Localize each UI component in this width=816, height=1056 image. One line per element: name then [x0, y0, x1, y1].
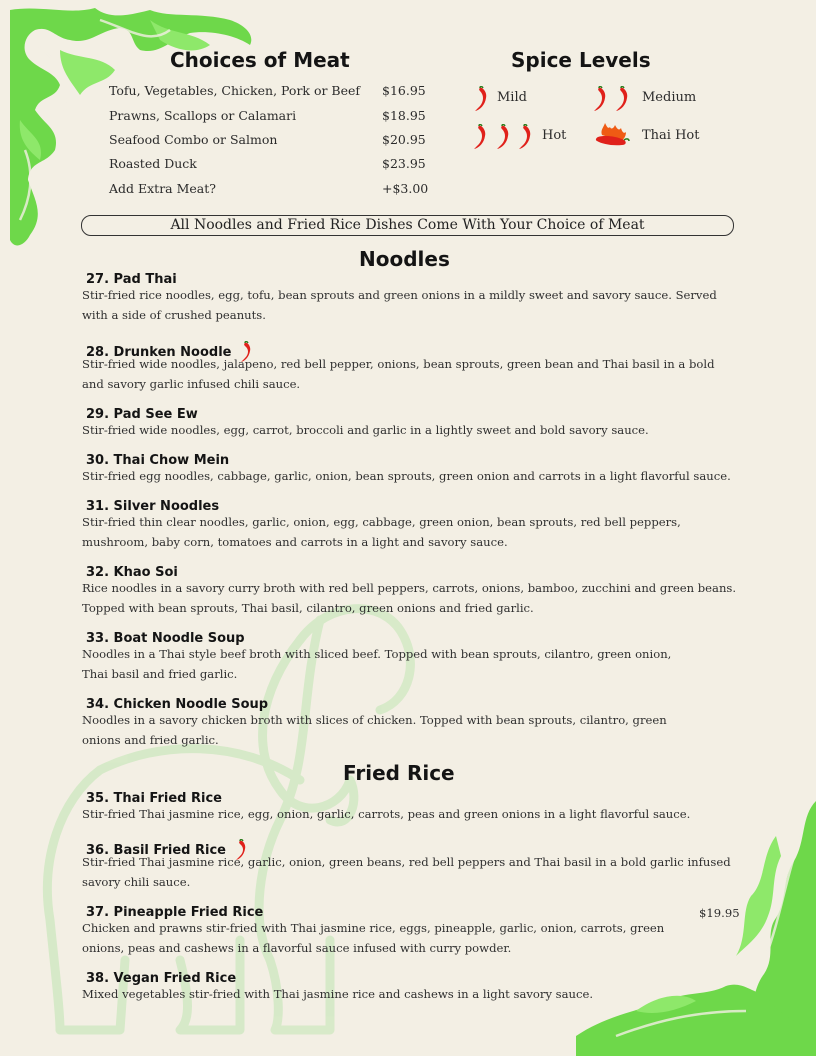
menu-item-name: 29. Pad See Ew: [86, 407, 198, 422]
menu-item-description: Stir-fried egg noodles, cabbage, garlic, onion, bean sprouts, green onion and carrots in a light flavorful sauce.: [82, 469, 731, 483]
menu-item-description: savory chili sauce.: [82, 875, 191, 889]
menu-item-name: 34. Chicken Noodle Soup: [86, 697, 269, 712]
menu-item-name: 30. Thai Chow Mein: [86, 453, 230, 468]
menu-item-description: and savory garlic infused chili sauce.: [82, 377, 301, 391]
menu-item-description: Stir-fried Thai jasmine rice, egg, onion, garlic, carrots, peas and green onions in a light flavorful sauce.: [82, 807, 691, 821]
menu-item-description: Chicken and prawns stir-fried with Thai jasmine rice, eggs, pineapple, garlic, onion, carrots, green: [82, 921, 665, 935]
flaming-chili-icon: [594, 121, 630, 151]
meat-choice-price: $23.95: [382, 156, 426, 171]
meat-choice-banner: All Noodles and Fried Rice Dishes Come With Your Choice of Meat: [81, 215, 734, 236]
spice-label-medium: Medium: [642, 90, 697, 105]
menu-item-description: onions, peas and cashews in a flavorful sauce infused with curry powder.: [82, 941, 512, 955]
menu-item-name: 36. Basil Fried Rice: [86, 842, 226, 858]
menu-item-price: $19.95: [699, 906, 740, 920]
menu-item-name: 35. Thai Fried Rice: [86, 791, 222, 806]
menu-item-description: Mixed vegetables stir-fried with Thai jasmine rice and cashews in a light savory sauce.: [82, 987, 594, 1001]
menu-item-name: 33. Boat Noodle Soup: [86, 631, 245, 646]
menu-item-name: 37. Pineapple Fried Rice: [86, 905, 264, 920]
spice-label-thai-hot: Thai Hot: [642, 128, 700, 143]
fried-rice-section-title: Fried Rice: [343, 761, 455, 785]
chili-pepper-icon: [495, 124, 511, 150]
chili-pepper-icon: [592, 86, 608, 112]
choices-of-meat-title: Choices of Meat: [170, 48, 350, 72]
menu-item-description: Noodles in a Thai style beef broth with sliced beef. Topped with bean sprouts, cilantro, green onion,: [82, 647, 672, 661]
menu-item-description: Stir-fried wide noodles, jalapeno, red bell pepper, onions, bean sprouts, green bean and Thai basil in a bold: [82, 357, 715, 371]
menu-item-description: Topped with bean sprouts, Thai basil, cilantro, green onions and fried garlic.: [82, 601, 534, 615]
meat-choice-name: Prawns, Scallops or Calamari: [109, 108, 297, 123]
menu-item-description: Stir-fried thin clear noodles, garlic, onion, egg, cabbage, green onion, bean sprouts, red bell peppers,: [82, 515, 681, 529]
menu-item-name: 28. Drunken Noodle: [86, 344, 232, 360]
meat-choice-name: Roasted Duck: [109, 156, 197, 171]
menu-item-description: mushroom, baby corn, tomatoes and carrots in a light and savory sauce.: [82, 535, 508, 549]
menu-item-description: Stir-fried wide noodles, egg, carrot, broccoli and garlic in a lightly sweet and bold savory sauce.: [82, 423, 649, 437]
menu-item-description: Thai basil and fried garlic.: [82, 667, 238, 681]
menu-item-description: Stir-fried rice noodles, egg, tofu, bean sprouts and green onions in a mildly sweet and savory sauce. Served: [82, 288, 717, 302]
meat-choice-name: Seafood Combo or Salmon: [109, 132, 278, 147]
menu-item-name: 38. Vegan Fried Rice: [86, 971, 237, 986]
menu-item-description: with a side of crushed peanuts.: [82, 308, 266, 322]
menu-item-description: Rice noodles in a savory curry broth with red bell peppers, carrots, onions, bamboo, zucchini and green beans.: [82, 581, 737, 595]
spice-label-mild: Mild: [497, 90, 527, 105]
menu-item-name: 27. Pad Thai: [86, 272, 177, 287]
chili-pepper-icon: [473, 86, 489, 112]
menu-item-name: 31. Silver Noodles: [86, 499, 220, 514]
chili-pepper-icon: [614, 86, 630, 112]
menu-item-description: Stir-fried Thai jasmine rice, garlic, onion, green beans, red bell peppers and Thai basil in a bold garlic infused: [82, 855, 731, 869]
noodles-section-title: Noodles: [359, 247, 450, 271]
meat-choice-price: $18.95: [382, 108, 426, 123]
spice-levels-title: Spice Levels: [511, 48, 651, 72]
chili-pepper-icon: [472, 124, 488, 150]
menu-item-name: 32. Khao Soi: [86, 565, 178, 580]
meat-choice-name: Tofu, Vegetables, Chicken, Pork or Beef: [109, 83, 361, 98]
menu-item-description: Noodles in a savory chicken broth with slices of chicken. Topped with bean sprouts, cilantro, green: [82, 713, 667, 727]
meat-choice-price: $16.95: [382, 83, 426, 98]
chili-pepper-icon: [517, 124, 533, 150]
meat-choice-price: +$3.00: [382, 181, 429, 196]
meat-choice-price: $20.95: [382, 132, 426, 147]
spice-label-hot: Hot: [542, 128, 567, 143]
menu-item-description: onions and fried garlic.: [82, 733, 219, 747]
meat-choice-name: Add Extra Meat?: [109, 181, 216, 196]
